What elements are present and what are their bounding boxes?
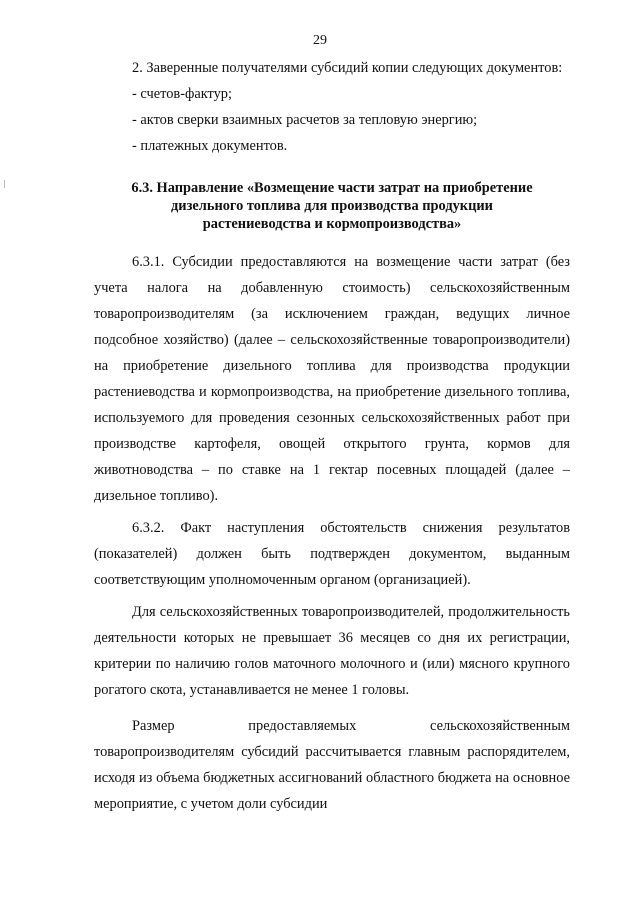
paragraph-6-3-2: 6.3.2. Факт наступления обстоятельств снижения результатов (показателей) должен быть подтвержден документом, выданным соответствующим уполномоченным органом (организацией). <box>94 520 570 588</box>
intro-paragraph: 2. Заверенные получателями субсидий копии следующих документов: <box>132 60 563 76</box>
list-item: - платежных документов. <box>132 138 288 154</box>
list-item: - счетов-фактур; <box>132 86 232 102</box>
paragraph-subsidy-size: Размер предоставляемых сельскохозяйственным товаропроизводителям субсидий рассчитывается главным распорядителем, исходя из объема бюджетных ассигнований областного бюджета на основное мероприятие, с учетом доли субсидии <box>94 718 570 812</box>
section-heading-line: растениеводства и кормопроизводства» <box>202 216 462 232</box>
section-heading <box>94 179 570 233</box>
list-item: - актов сверки взаимных расчетов за тепловую энергию; <box>132 112 478 128</box>
section-heading-line: дизельного топлива для производства продукции <box>171 198 493 214</box>
documents-list <box>94 81 570 159</box>
page-number: 29 <box>313 33 327 48</box>
paragraph-6-3-1: 6.3.1. Субсидии предоставляются на возмещение части затрат (без учета налога на добавленную стоимость) сельскохозяйственным товаропроизводителям (за исключением граждан, ведущих личное подсобное хозяйство) (далее – сельскохозяйственные товаропроизводители) на приобретение дизельного топлива для производства продукции растениеводства и кормопроизводства, на приобретение дизельного топлива, используемого для проведения сезонных сельскохозяйственных работ при производстве картофеля, овощей открытого грунта, кормов для животноводства – по ставке на 1 гектар посевных площадей (далее – дизельное топливо). <box>94 254 570 504</box>
document-body <box>94 55 570 817</box>
section-heading-line: 6.3. Направление «Возмещение части затрат на приобретение <box>131 180 533 196</box>
scan-edge-mark <box>4 180 5 188</box>
paragraph-new-producers: Для сельскохозяйственных товаропроизводителей, продолжительность деятельности которых не превышает 36 месяцев со дня их регистрации, критерии по наличию голов маточного молочного и (или) мясного крупного рогатого скота, устанавливается не менее 1 головы. <box>94 604 570 698</box>
